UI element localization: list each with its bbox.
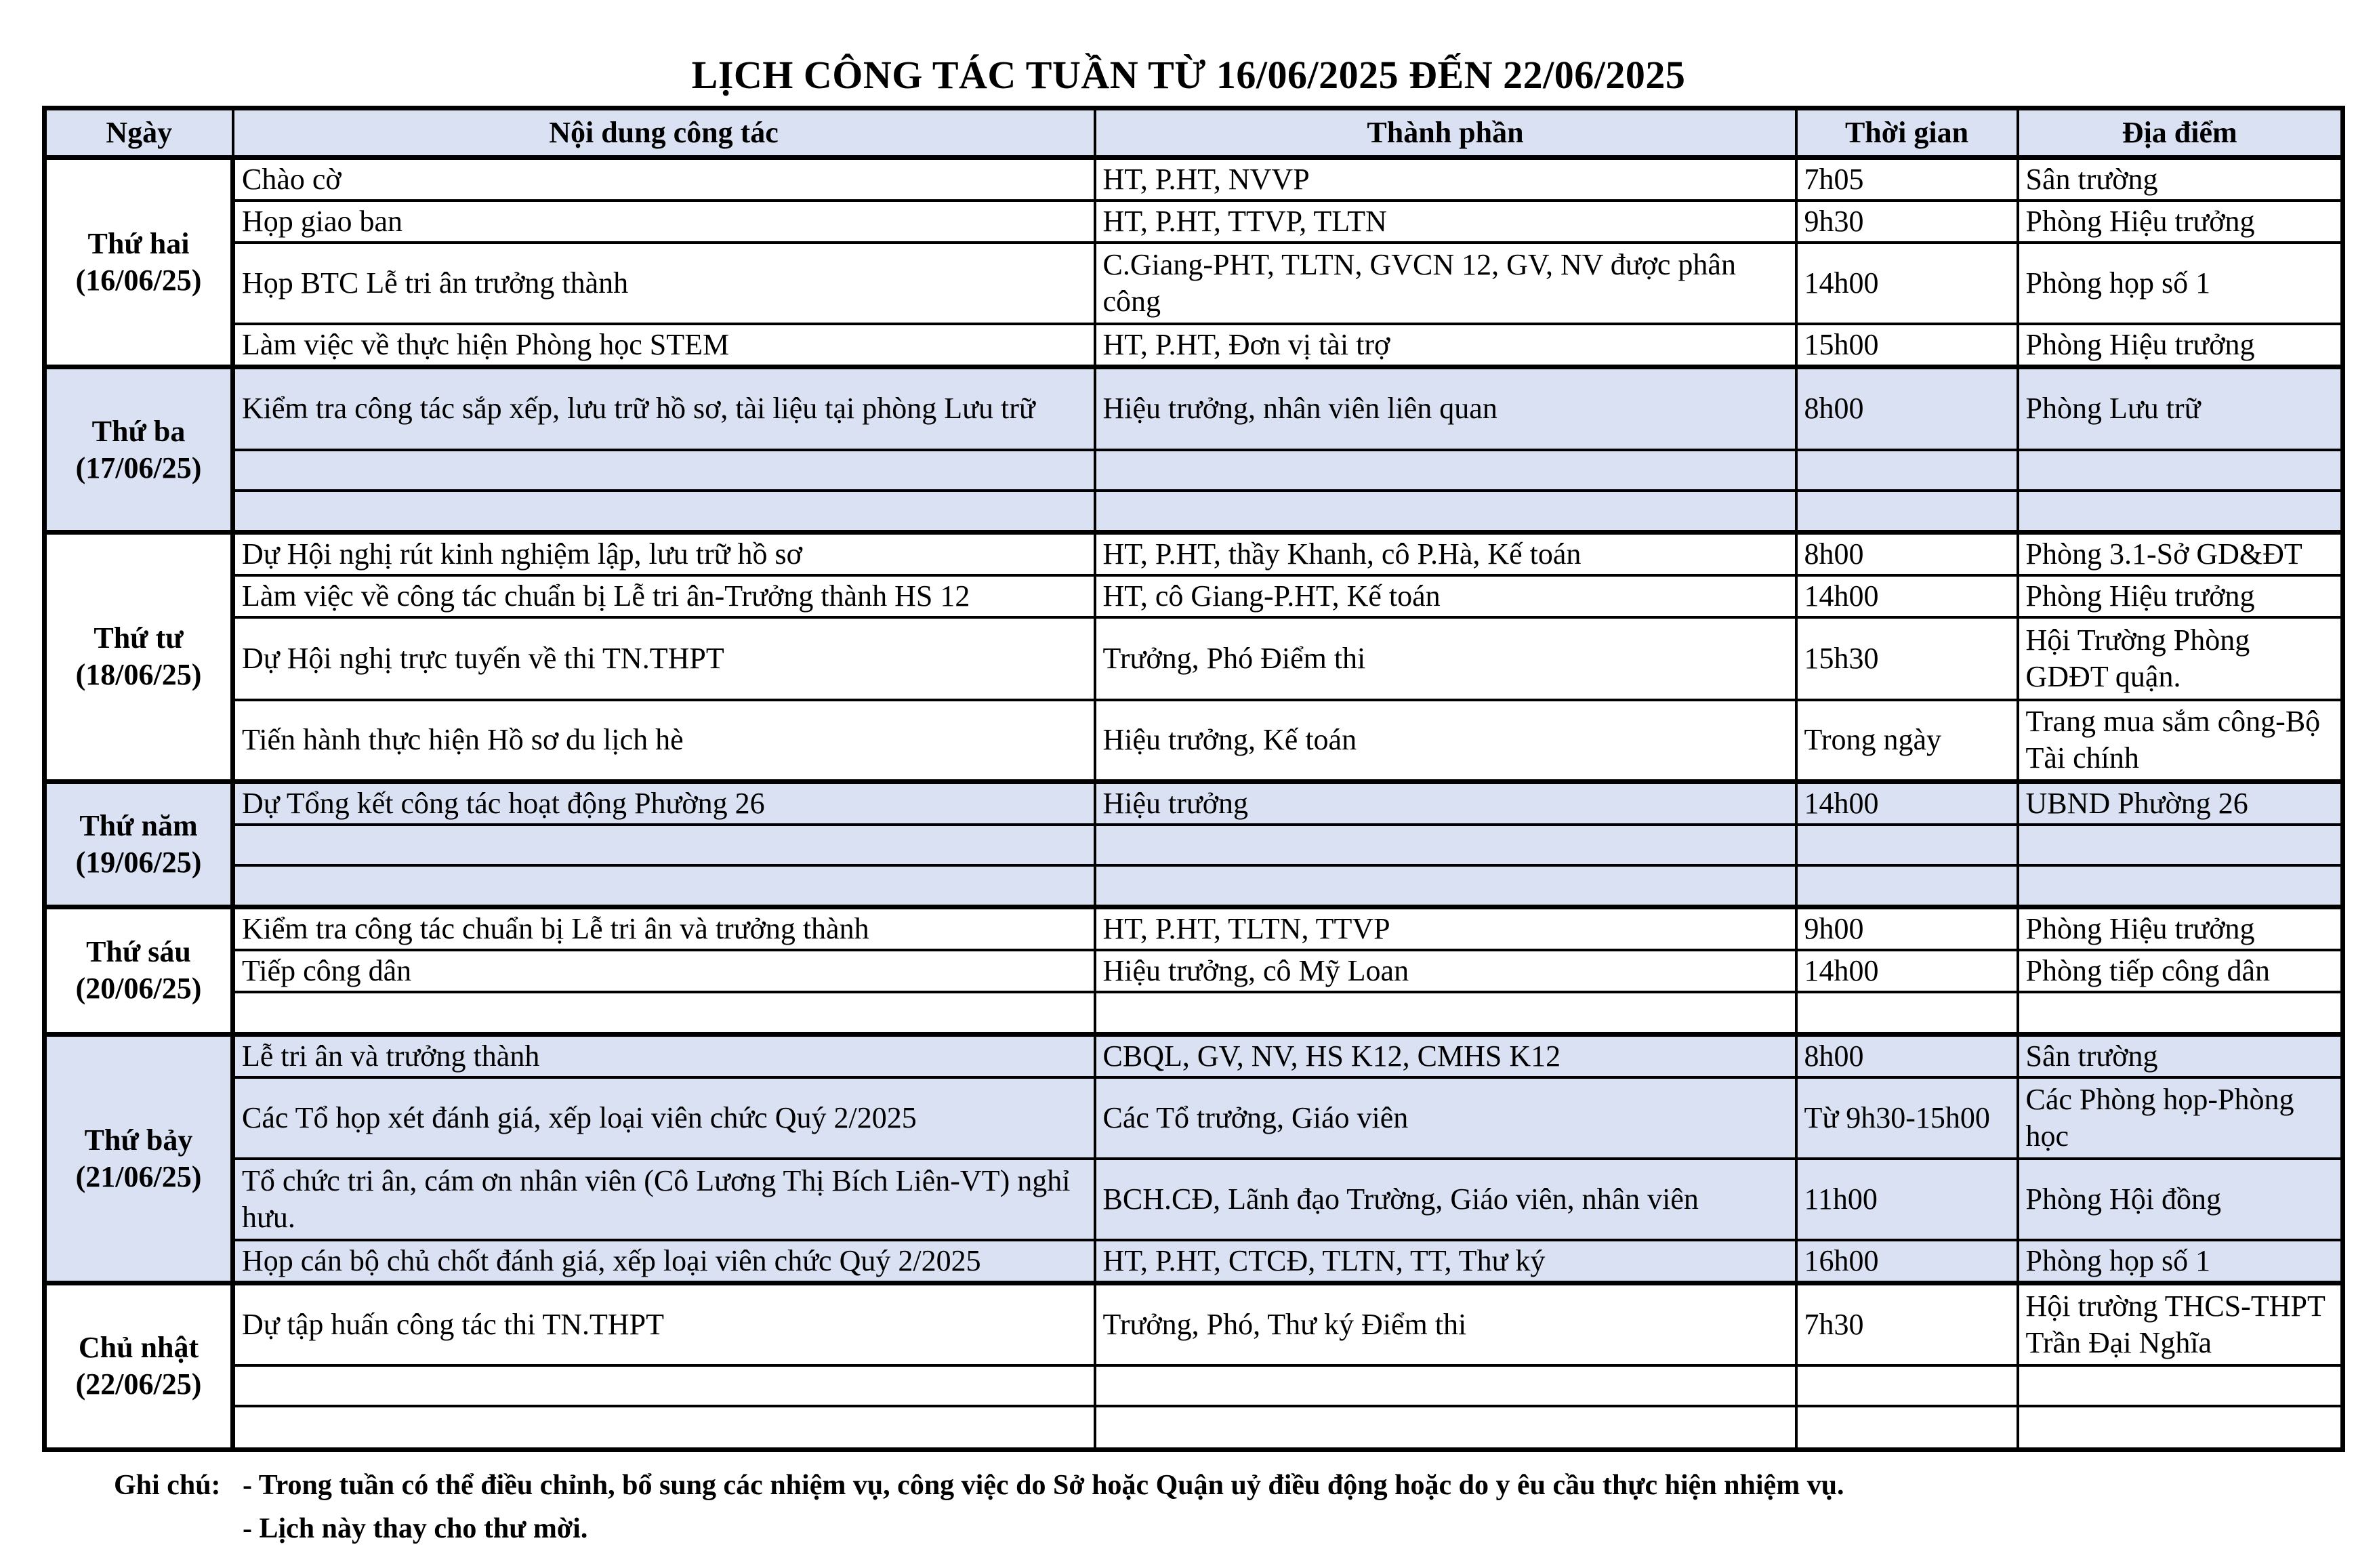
day-date: (22/06/25) (75, 1367, 202, 1401)
day-name: Thứ tư (94, 621, 184, 655)
cell-members (1095, 491, 1796, 533)
cell-time (1796, 992, 2018, 1034)
cell-time: 15h00 (1796, 324, 2018, 367)
day-cell (45, 533, 233, 782)
cell-content: Tiến hành thực hiện Hồ sơ du lịch hè (233, 700, 1095, 781)
header-content: Nội dung công tác (233, 108, 1095, 158)
cell-members (1095, 1365, 1796, 1406)
cell-place: UBND Phường 26 (2018, 781, 2343, 825)
cell-content: Kiểm tra công tác sắp xếp, lưu trữ hồ sơ, tài liệu tại phòng Lưu trữ (233, 367, 1095, 450)
cell-time: 7h30 (1796, 1283, 2018, 1365)
cell-members: HT, P.HT, Đơn vị tài trợ (1095, 324, 1796, 367)
cell-members: Trưởng, Phó Điểm thi (1095, 617, 1796, 700)
table-row (45, 700, 2343, 781)
cell-content: Tổ chức tri ân, cám ơn nhân viên (Cô Lương Thị Bích Liên-VT) nghỉ hưu. (233, 1159, 1095, 1240)
cell-members (1095, 450, 1796, 491)
table-row (45, 865, 2343, 907)
header-members: Thành phần (1095, 108, 1796, 158)
cell-members: Hiệu trưởng, cô Mỹ Loan (1095, 950, 1796, 992)
cell-place (2018, 491, 2343, 533)
table-row (45, 1159, 2343, 1240)
cell-place: Hội trường THCS-THPT Trần Đại Nghĩa (2018, 1283, 2343, 1365)
cell-time: 16h00 (1796, 1240, 2018, 1283)
header-time: Thời gian (1796, 108, 2018, 158)
cell-time (1796, 1406, 2018, 1449)
table-row (45, 1365, 2343, 1406)
cell-time: 8h00 (1796, 1034, 2018, 1077)
cell-place (2018, 450, 2343, 491)
cell-place (2018, 825, 2343, 865)
cell-place: Phòng Hiệu trưởng (2018, 324, 2343, 367)
table-row (45, 367, 2343, 450)
page-title: LỊCH CÔNG TÁC TUẦN TỪ 16/06/2025 ĐẾN 22/06/2025 (691, 53, 1686, 97)
table-row (45, 825, 2343, 865)
header-day: Ngày (45, 108, 233, 158)
cell-place (2018, 992, 2343, 1034)
table-row (45, 201, 2343, 243)
cell-content: Kiểm tra công tác chuẩn bị Lễ tri ân và trưởng thành (233, 907, 1095, 951)
header-row (45, 108, 2343, 158)
cell-members (1095, 865, 1796, 907)
day-name: Thứ năm (79, 808, 198, 842)
cell-time: 14h00 (1796, 575, 2018, 617)
cell-content (233, 865, 1095, 907)
cell-members: Các Tổ trưởng, Giáo viên (1095, 1077, 1796, 1159)
table-row (45, 781, 2343, 825)
cell-place (2018, 1406, 2343, 1449)
notes-label: Ghi chú: (114, 1470, 221, 1501)
cell-time: 9h30 (1796, 201, 2018, 243)
cell-members: Trưởng, Phó, Thư ký Điểm thi (1095, 1283, 1796, 1365)
cell-time: 14h00 (1796, 950, 2018, 992)
cell-members: Hiệu trưởng (1095, 781, 1796, 825)
cell-members (1095, 825, 1796, 865)
table-row (45, 907, 2343, 951)
table-row (45, 575, 2343, 617)
table-row (45, 617, 2343, 700)
note-line: - Trong tuần có thể điều chỉnh, bổ sung các nhiệm vụ, công việc do Sở hoặc Quận uỷ điều động hoặc do y êu cầu thực hiện nhiệm vụ. (243, 1470, 1844, 1501)
cell-members: Hiệu trưởng, Kế toán (1095, 700, 1796, 781)
day-name: Thứ hai (87, 227, 190, 260)
table-row (45, 491, 2343, 533)
cell-place: Phòng Hiệu trưởng (2018, 201, 2343, 243)
day-date: (16/06/25) (75, 264, 202, 297)
cell-place: Phòng họp số 1 (2018, 1240, 2343, 1283)
cell-members: BCH.CĐ, Lãnh đạo Trường, Giáo viên, nhân viên (1095, 1159, 1796, 1240)
cell-content: Dự Tổng kết công tác hoạt động Phường 26 (233, 781, 1095, 825)
schedule-table (42, 106, 2345, 1452)
cell-time (1796, 825, 2018, 865)
cell-place: Các Phòng họp-Phòng học (2018, 1077, 2343, 1159)
cell-content: Làm việc về công tác chuẩn bị Lễ tri ân-Trưởng thành HS 12 (233, 575, 1095, 617)
cell-time: 9h00 (1796, 907, 2018, 951)
cell-members: Hiệu trưởng, nhân viên liên quan (1095, 367, 1796, 450)
cell-content (233, 992, 1095, 1034)
cell-time: 14h00 (1796, 781, 2018, 825)
cell-members: HT, P.HT, TTVP, TLTN (1095, 201, 1796, 243)
cell-content: Làm việc về thực hiện Phòng học STEM (233, 324, 1095, 367)
cell-content (233, 825, 1095, 865)
day-cell (45, 907, 233, 1035)
cell-content: Họp BTC Lễ tri ân trưởng thành (233, 243, 1095, 324)
cell-content: Tiếp công dân (233, 950, 1095, 992)
table-row (45, 1283, 2343, 1365)
cell-content: Các Tổ họp xét đánh giá, xếp loại viên chức Quý 2/2025 (233, 1077, 1095, 1159)
cell-place: Trang mua sắm công-Bộ Tài chính (2018, 700, 2343, 781)
cell-place: Phòng tiếp công dân (2018, 950, 2343, 992)
cell-time: 11h00 (1796, 1159, 2018, 1240)
cell-content: Dự tập huấn công tác thi TN.THPT (233, 1283, 1095, 1365)
cell-place: Phòng Hội đồng (2018, 1159, 2343, 1240)
cell-place: Sân trường (2018, 158, 2343, 201)
cell-place: Phòng họp số 1 (2018, 243, 2343, 324)
day-date: (18/06/25) (75, 658, 202, 692)
table-row (45, 1240, 2343, 1283)
cell-time (1796, 491, 2018, 533)
table-row (45, 450, 2343, 491)
cell-members: HT, P.HT, NVVP (1095, 158, 1796, 201)
cell-time: Trong ngày (1796, 700, 2018, 781)
cell-place: Hội Trường Phòng GDĐT quận. (2018, 617, 2343, 700)
cell-members (1095, 992, 1796, 1034)
table-row (45, 1034, 2343, 1077)
cell-time: 14h00 (1796, 243, 2018, 324)
cell-time: 15h30 (1796, 617, 2018, 700)
cell-members: HT, P.HT, thầy Khanh, cô P.Hà, Kế toán (1095, 533, 1796, 576)
table-row (45, 243, 2343, 324)
cell-time: 8h00 (1796, 533, 2018, 576)
day-cell (45, 781, 233, 907)
note-line: - Lịch này thay cho thư mời. (243, 1513, 588, 1544)
cell-members (1095, 1406, 1796, 1449)
cell-place (2018, 865, 2343, 907)
day-name: Thứ ba (91, 414, 186, 448)
day-cell (45, 367, 233, 533)
cell-content: Lễ tri ân và trưởng thành (233, 1034, 1095, 1077)
cell-time: 7h05 (1796, 158, 2018, 201)
day-date: (20/06/25) (75, 972, 202, 1006)
day-name: Thứ sáu (86, 935, 191, 969)
cell-members: HT, P.HT, CTCĐ, TLTN, TT, Thư ký (1095, 1240, 1796, 1283)
cell-content (233, 450, 1095, 491)
header-place: Địa điểm (2018, 108, 2343, 158)
cell-members: HT, cô Giang-P.HT, Kế toán (1095, 575, 1796, 617)
table-row (45, 1406, 2343, 1449)
cell-place: Sân trường (2018, 1034, 2343, 1077)
cell-place: Phòng Hiệu trưởng (2018, 575, 2343, 617)
cell-time (1796, 1365, 2018, 1406)
cell-content (233, 1406, 1095, 1449)
table-row (45, 992, 2343, 1034)
cell-place: Phòng 3.1-Sở GD&ĐT (2018, 533, 2343, 576)
cell-members: C.Giang-PHT, TLTN, GVCN 12, GV, NV được phân công (1095, 243, 1796, 324)
cell-members: HT, P.HT, TLTN, TTVP (1095, 907, 1796, 951)
day-cell (45, 158, 233, 367)
cell-content: Dự Hội nghị rút kinh nghiệm lập, lưu trữ hồ sơ (233, 533, 1095, 576)
cell-time (1796, 865, 2018, 907)
table-row (45, 950, 2343, 992)
cell-time (1796, 450, 2018, 491)
table-row (45, 158, 2343, 201)
cell-place: Phòng Hiệu trưởng (2018, 907, 2343, 951)
cell-time: 8h00 (1796, 367, 2018, 450)
cell-content (233, 491, 1095, 533)
cell-members: CBQL, GV, NV, HS K12, CMHS K12 (1095, 1034, 1796, 1077)
cell-content (233, 1365, 1095, 1406)
cell-place (2018, 1365, 2343, 1406)
table-row (45, 533, 2343, 576)
cell-time: Từ 9h30-15h00 (1796, 1077, 2018, 1159)
cell-content: Chào cờ (233, 158, 1095, 201)
day-cell (45, 1283, 233, 1449)
day-date: (17/06/25) (75, 451, 202, 484)
cell-content: Dự Hội nghị trực tuyến về thi TN.THPT (233, 617, 1095, 700)
cell-place: Phòng Lưu trữ (2018, 367, 2343, 450)
table-row (45, 1077, 2343, 1159)
day-date: (21/06/25) (75, 1159, 202, 1193)
day-cell (45, 1034, 233, 1283)
cell-content: Họp cán bộ chủ chốt đánh giá, xếp loại viên chức Quý 2/2025 (233, 1240, 1095, 1283)
day-name: Chủ nhật (78, 1331, 199, 1364)
day-name: Thứ bảy (84, 1123, 193, 1157)
table-row (45, 324, 2343, 367)
cell-content: Họp giao ban (233, 201, 1095, 243)
day-date: (19/06/25) (75, 845, 202, 879)
